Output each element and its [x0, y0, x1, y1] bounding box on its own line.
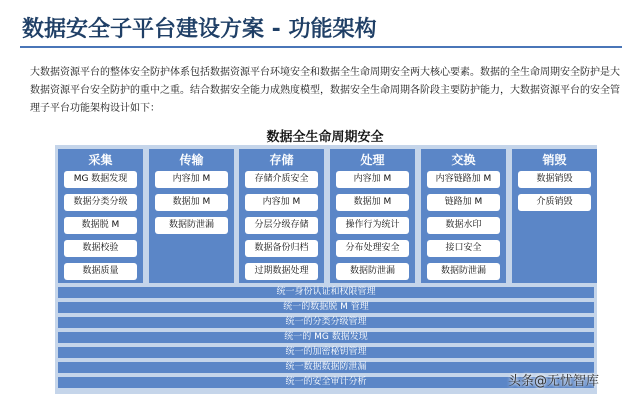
capability-box: 介质销毁 [518, 194, 591, 211]
unified-bar: 统一的数据脱 M 管理 [58, 302, 594, 313]
capability-box: 数据销毁 [518, 171, 591, 188]
capability-box: 分布处理安全 [336, 240, 409, 257]
capability-box: 数据质量 [64, 263, 137, 280]
capability-box: 内容加 M [336, 171, 409, 188]
capability-box: 内容加 M [155, 171, 228, 188]
stage-header: 处理 [360, 153, 385, 167]
capability-box: 内容链路加 M [427, 171, 500, 188]
capability-box: 接口安全 [427, 240, 500, 257]
page-title: 数据安全子平台建设方案 - 功能架构 [22, 17, 377, 42]
capability-box: 数据分类分级 [64, 194, 137, 211]
intro-paragraph: 大数据资源平台的整体安全防护体系包括数据资源平台环境安全和数据全生命周期安全两大核心要素。数据的全生命周期安全防护是大数据资源平台安全防护的重中之重。结合数据安全能力成熟度模型，数据安全生命周期各阶段主要防护能力，大数据资源平台的安全管理子平台功能架构设计如下： [30, 67, 620, 114]
stage-header: 存储 [269, 153, 294, 167]
stage-column [149, 149, 234, 283]
capability-box: 分层分级存储 [245, 217, 318, 234]
capability-box: 数据防泄漏 [427, 263, 500, 280]
capability-box: 数据加 M [155, 194, 228, 211]
capability-box: MG 数据发现 [64, 171, 137, 188]
stage-column [239, 149, 324, 283]
stage-column [512, 149, 597, 283]
watermark: 头条@无忧智库 [508, 374, 600, 389]
stage-column [421, 149, 506, 283]
stage-header: 交换 [451, 153, 476, 167]
capability-box: 链路加 M [427, 194, 500, 211]
unified-bar: 统一身份认证和权限管理 [58, 287, 594, 298]
capability-box: 数据水印 [427, 217, 500, 234]
stage-header: 传输 [179, 153, 204, 167]
capability-box: 内容加 M [245, 194, 318, 211]
capability-box: 存储介质安全 [245, 171, 318, 188]
capability-box: 数据脱 M [64, 217, 137, 234]
capability-box: 数据备份归档 [245, 240, 318, 257]
stage-column [330, 149, 415, 283]
unified-bar: 统一数据数据防泄漏 [58, 362, 594, 373]
title-divider [20, 46, 622, 48]
unified-bar: 统一的 MG 数据发现 [58, 332, 594, 343]
capability-box: 操作行为统计 [336, 217, 409, 234]
capability-box: 数据加 M [336, 194, 409, 211]
stage-header: 采集 [88, 153, 113, 167]
capability-box: 数据防泄漏 [336, 263, 409, 280]
stage-column [58, 149, 143, 283]
stage-header: 销毁 [542, 153, 567, 167]
capability-box: 过期数据处理 [245, 263, 318, 280]
unified-bar: 统一的加密秘钥管理 [58, 347, 594, 358]
capability-box: 数据防泄漏 [155, 217, 228, 234]
unified-bar: 统一的安全审计分析 [58, 377, 594, 388]
unified-bar: 统一的分类分级管理 [58, 317, 594, 328]
capability-box: 数据校验 [64, 240, 137, 257]
lifecycle-title: 数据全生命周期安全 [266, 130, 384, 145]
